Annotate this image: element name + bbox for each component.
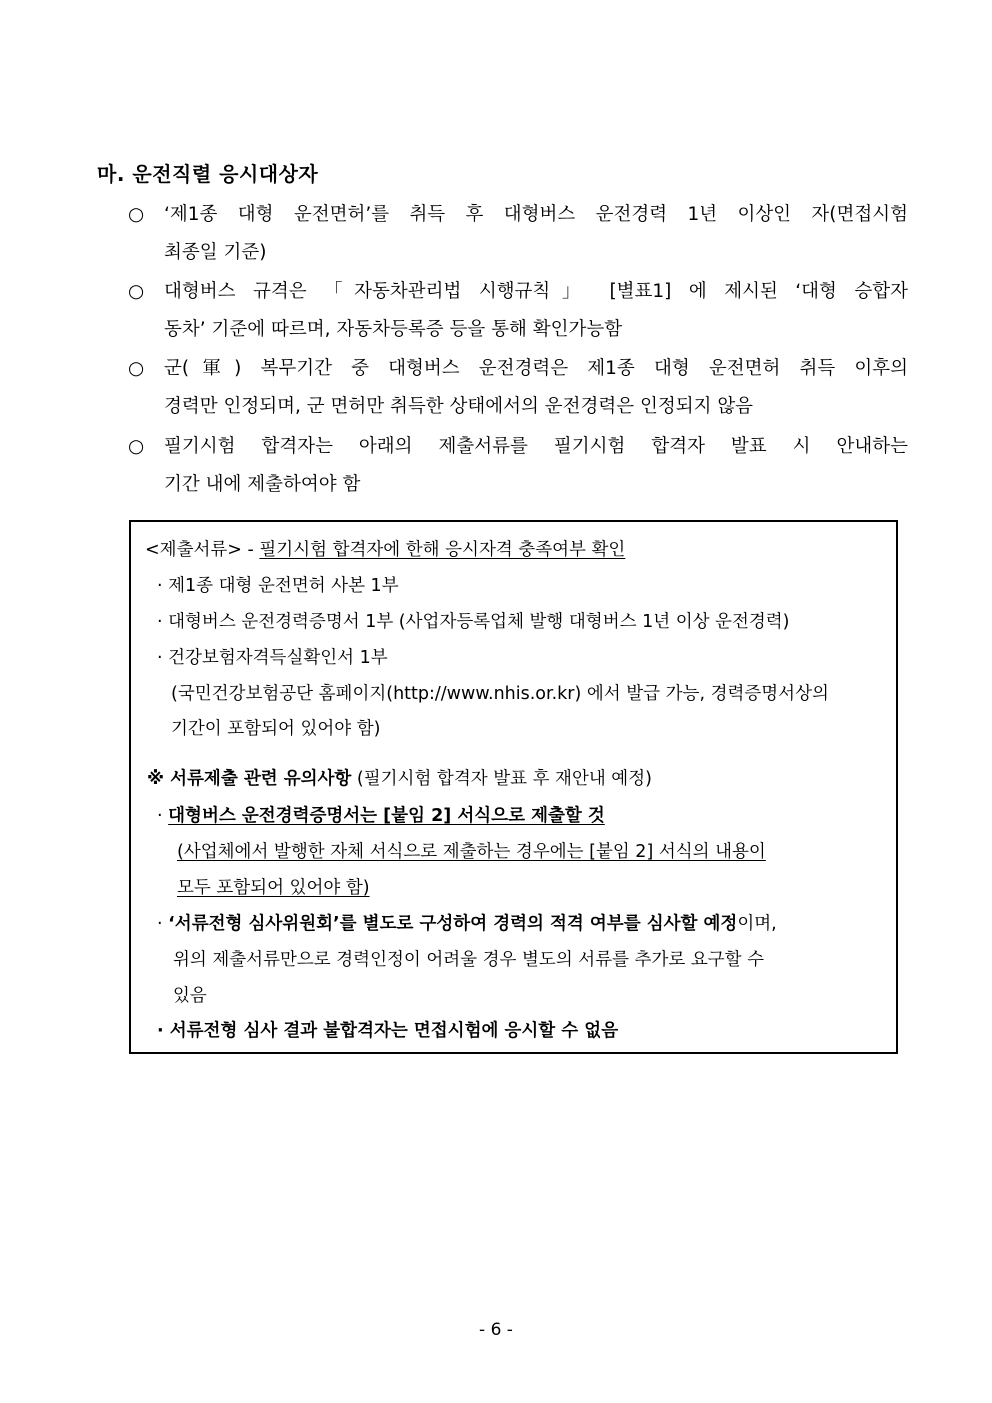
notice-item-bold: 대형버스 운전경력증명서는 [붙임 2] 서식으로 제출할 것 (168, 806, 605, 826)
circle-bullet-icon: ○ (128, 204, 145, 225)
section-title: 마. 운전직렬 응시대상자 (97, 162, 319, 186)
item-dot: · (157, 806, 169, 826)
eligibility-bullet (128, 428, 908, 504)
notice-item-note: 모두 포함되어 있어야 함) (177, 878, 370, 898)
box-title (145, 536, 625, 561)
eligibility-bullet (128, 350, 908, 426)
box-title-prefix: <제출서류> - (145, 540, 260, 560)
notice-item-line: 있음 (173, 986, 207, 1006)
notice-heading (147, 765, 652, 790)
notice-prefix: ※ 서류제출 관련 유의사항 (147, 769, 352, 789)
documents-box (129, 520, 898, 1054)
document-note-line: (국민건강보험공단 홈페이지(http://www.nhis.or.kr) 에서 발급 가능, 경력증명서상의 (171, 684, 829, 704)
item-dot: · (157, 914, 169, 934)
notice-suffix: (필기시험 합격자 발표 후 재안내 예정) (351, 769, 652, 789)
page-number: - 6 - (479, 1320, 513, 1340)
bullet-line: ‘제1종 대형 운전면허’를 취득 후 대형버스 운전경력 1년 이상인 자(면접시험 (164, 204, 908, 225)
notice-item (157, 910, 777, 935)
bullet-line: 필기시험 합격자는 아래의 제출서류를 필기시험 합격자 발표 시 안내하는 (164, 436, 908, 457)
document-item: · 제1종 대형 운전면허 사본 1부 (157, 576, 399, 596)
eligibility-bullet (128, 273, 908, 349)
bullet-line: 동차’ 기준에 따르며, 자동차등록증 등을 통해 확인가능함 (164, 319, 623, 340)
box-title-underlined: 필기시험 합격자에 한해 응시자격 충족여부 확인 (259, 540, 626, 560)
circle-bullet-icon: ○ (128, 358, 145, 379)
circle-bullet-icon: ○ (128, 436, 145, 457)
document-item: · 건강보험자격득실확인서 1부 (157, 648, 388, 668)
notice-item (157, 802, 605, 827)
bullet-line: 대형버스 규격은 「자동차관리법 시행규칙」 [별표1] 에 제시된 ‘대형 승합자 (164, 281, 908, 302)
circle-bullet-icon: ○ (128, 281, 145, 302)
notice-item: · 서류전형 심사 결과 불합격자는 면접시험에 응시할 수 없음 (157, 1021, 619, 1041)
notice-item-bold: ‘서류전형 심사위원회’를 별도로 구성하여 경력의 적격 여부를 심사할 예정 (168, 914, 738, 934)
bullet-line: 군(軍) 복무기간 중 대형버스 운전경력은 제1종 대형 운전면허 취득 이후의 (164, 358, 908, 379)
notice-item-line: 위의 제출서류만으로 경력인정이 어려울 경우 별도의 서류를 추가로 요구할 수 (173, 950, 765, 970)
bullet-line: 최종일 기준) (164, 242, 267, 263)
notice-item-rest: 이며, (737, 914, 777, 934)
notice-item-note: (사업체에서 발행한 자체 서식으로 제출하는 경우에는 [붙임 2] 서식의 내용이 (177, 842, 766, 862)
bullet-line: 경력만 인정되며, 군 면허만 취득한 상태에서의 운전경력은 인정되지 않음 (164, 396, 754, 417)
bullet-line: 기간 내에 제출하여야 함 (164, 474, 361, 495)
document-note-line: 기간이 포함되어 있어야 함) (171, 719, 381, 739)
eligibility-bullet (128, 196, 908, 272)
document-item: · 대형버스 운전경력증명서 1부 (사업자등록업체 발행 대형버스 1년 이상 운전경력) (157, 612, 790, 632)
